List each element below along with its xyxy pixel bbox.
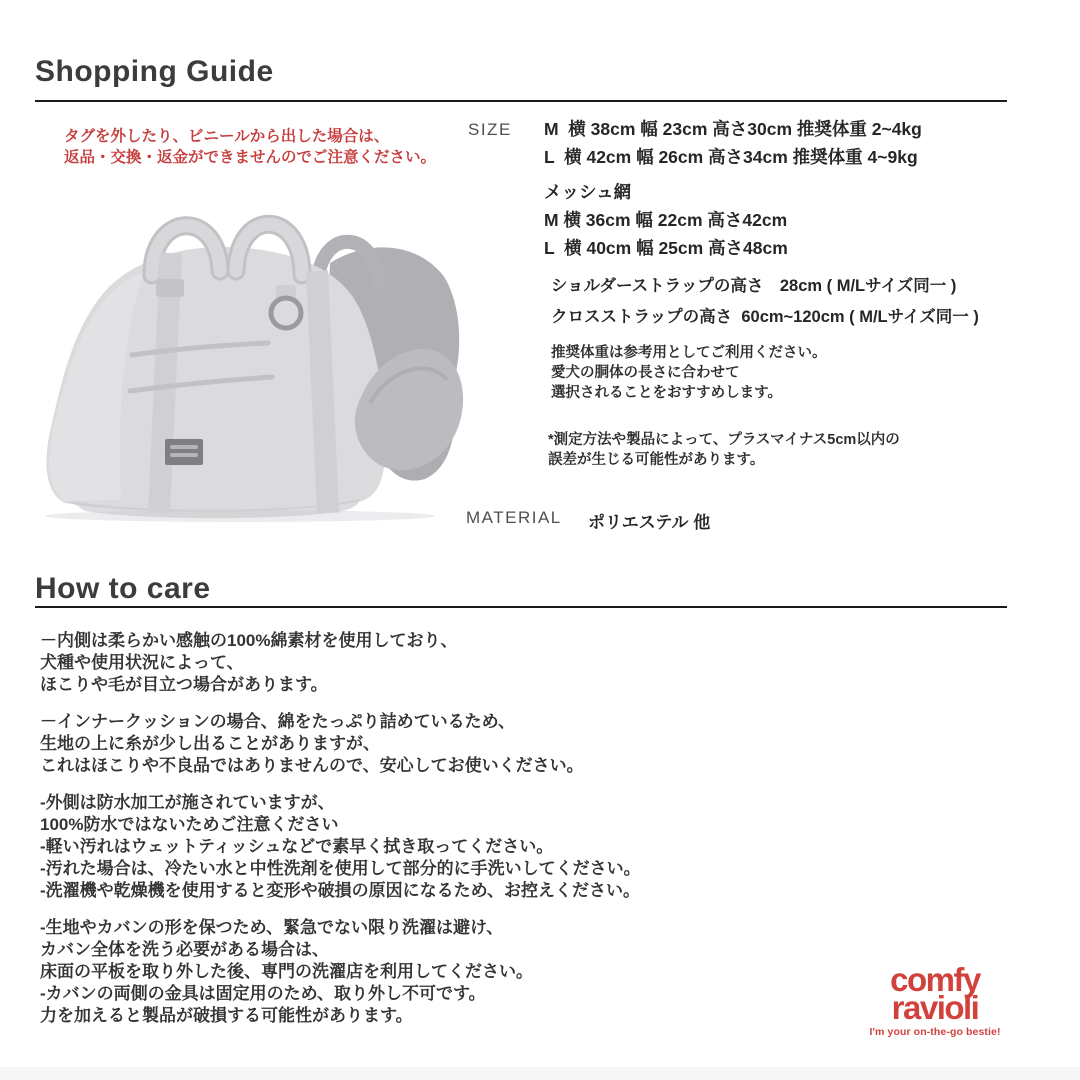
- bottom-band: [0, 1067, 1080, 1080]
- weight-note-line: 推奨体重は参考用としてご利用ください。: [551, 345, 827, 361]
- care-line: -洗濯機や乾燥機を使用すると変形や破損の原因になるため、お控えください。: [40, 881, 640, 900]
- how-to-care-title: How to care: [35, 572, 211, 605]
- size-row-m: M 横 38cm 幅 23cm 高さ30cm 推奨体重 2~4kg: [544, 119, 922, 139]
- shoulder-strap-row: ショルダーストラップの高さ 28cm ( M/Lサイズ同一 ): [551, 277, 957, 295]
- how-to-care-divider: [35, 606, 1007, 608]
- return-policy-warning: [64, 126, 436, 168]
- care-line: 生地の上に糸が少し出ることがありますが、: [40, 734, 380, 753]
- product-photo-pet-carrier: [40, 183, 465, 523]
- care-line: カバン全体を洗う必要がある場合は、: [40, 940, 329, 959]
- mesh-row-m: M 横 36cm 幅 22cm 高さ42cm: [544, 210, 788, 230]
- care-line: －内側は柔らかい感触の100%綿素材を使用しており、: [40, 631, 458, 650]
- care-line: -汚れた場合は、冷たい水と中性洗剤を使用して部分的に手洗いしてください。: [40, 859, 641, 878]
- care-line: -生地やカバンの形を保つため、緊急でない限り洗濯は避け、: [40, 918, 504, 937]
- strap-size-rows: [551, 271, 979, 333]
- care-line: 100%防水ではないためご注意ください: [40, 815, 339, 834]
- recommended-weight-note: [551, 343, 827, 403]
- tolerance-line: 誤差が生じる可能性があります。: [548, 452, 765, 468]
- care-line: -軽い汚れはウェットティッシュなどで素早く拭き取ってください。: [40, 837, 554, 856]
- care-paragraph: [40, 792, 641, 902]
- pet-carrier-bag-illustration: [40, 183, 465, 523]
- weight-note-line: 選択されることをおすすめします。: [551, 385, 782, 401]
- size-rows: [544, 115, 922, 171]
- brand-tagline: I'm your on-the-go bestie!: [869, 1026, 1001, 1038]
- care-line: -外側は防水加工が施されていますが、: [40, 793, 335, 812]
- care-line: -カバンの両側の金具は固定用のため、取り外し不可です。: [40, 984, 486, 1003]
- care-paragraph: [40, 917, 641, 1027]
- care-line: －インナークッションの場合、綿をたっぷり詰めているため、: [40, 712, 515, 731]
- care-paragraph: [40, 711, 641, 777]
- shopping-guide-title: Shopping Guide: [35, 55, 274, 88]
- care-paragraph: [40, 630, 641, 696]
- brand-logo: [858, 961, 1012, 1038]
- bag-brand-label: [165, 439, 203, 465]
- care-line: 床面の平板を取り外した後、専門の洗濯店を利用してください。: [40, 962, 533, 981]
- size-label: SIZE: [468, 120, 512, 139]
- brand-name-line1: comfy: [890, 961, 980, 998]
- mesh-row-l: L 横 40cm 幅 25cm 高さ48cm: [544, 238, 788, 258]
- mesh-title: メッシュ網: [544, 182, 632, 202]
- care-instructions: [40, 630, 641, 1042]
- mesh-size-block: [544, 178, 788, 262]
- shopping-guide-divider: [35, 100, 1007, 102]
- tolerance-line: *測定方法や製品によって、プラスマイナス5cm以内の: [548, 432, 900, 448]
- material-value: ポリエステル 他: [588, 513, 711, 532]
- care-line: 力を加えると製品が破損する可能性があります。: [40, 1006, 413, 1025]
- warning-line: タグを外したり、ビニールから出した場合は、: [64, 128, 390, 145]
- care-line: ほこりや毛が目立つ場合があります。: [40, 675, 328, 694]
- brand-name-line2: ravioli: [891, 989, 979, 1026]
- weight-note-line: 愛犬の胴体の長さに合わせて: [551, 365, 740, 381]
- size-row-l: L 横 42cm 幅 26cm 高さ34cm 推奨体重 4~9kg: [544, 147, 918, 167]
- care-line: 犬種や使用状況によって、: [40, 653, 244, 672]
- care-line: これはほこりや不良品ではありませんので、安心してお使いください。: [40, 756, 584, 775]
- warning-line: 返品・交換・返金ができませんのでご注意ください。: [64, 149, 437, 166]
- measurement-tolerance-note: [548, 430, 900, 470]
- material-label: MATERIAL: [466, 508, 562, 527]
- cross-strap-row: クロスストラップの高さ 60cm~120cm ( M/Lサイズ同一 ): [551, 308, 979, 326]
